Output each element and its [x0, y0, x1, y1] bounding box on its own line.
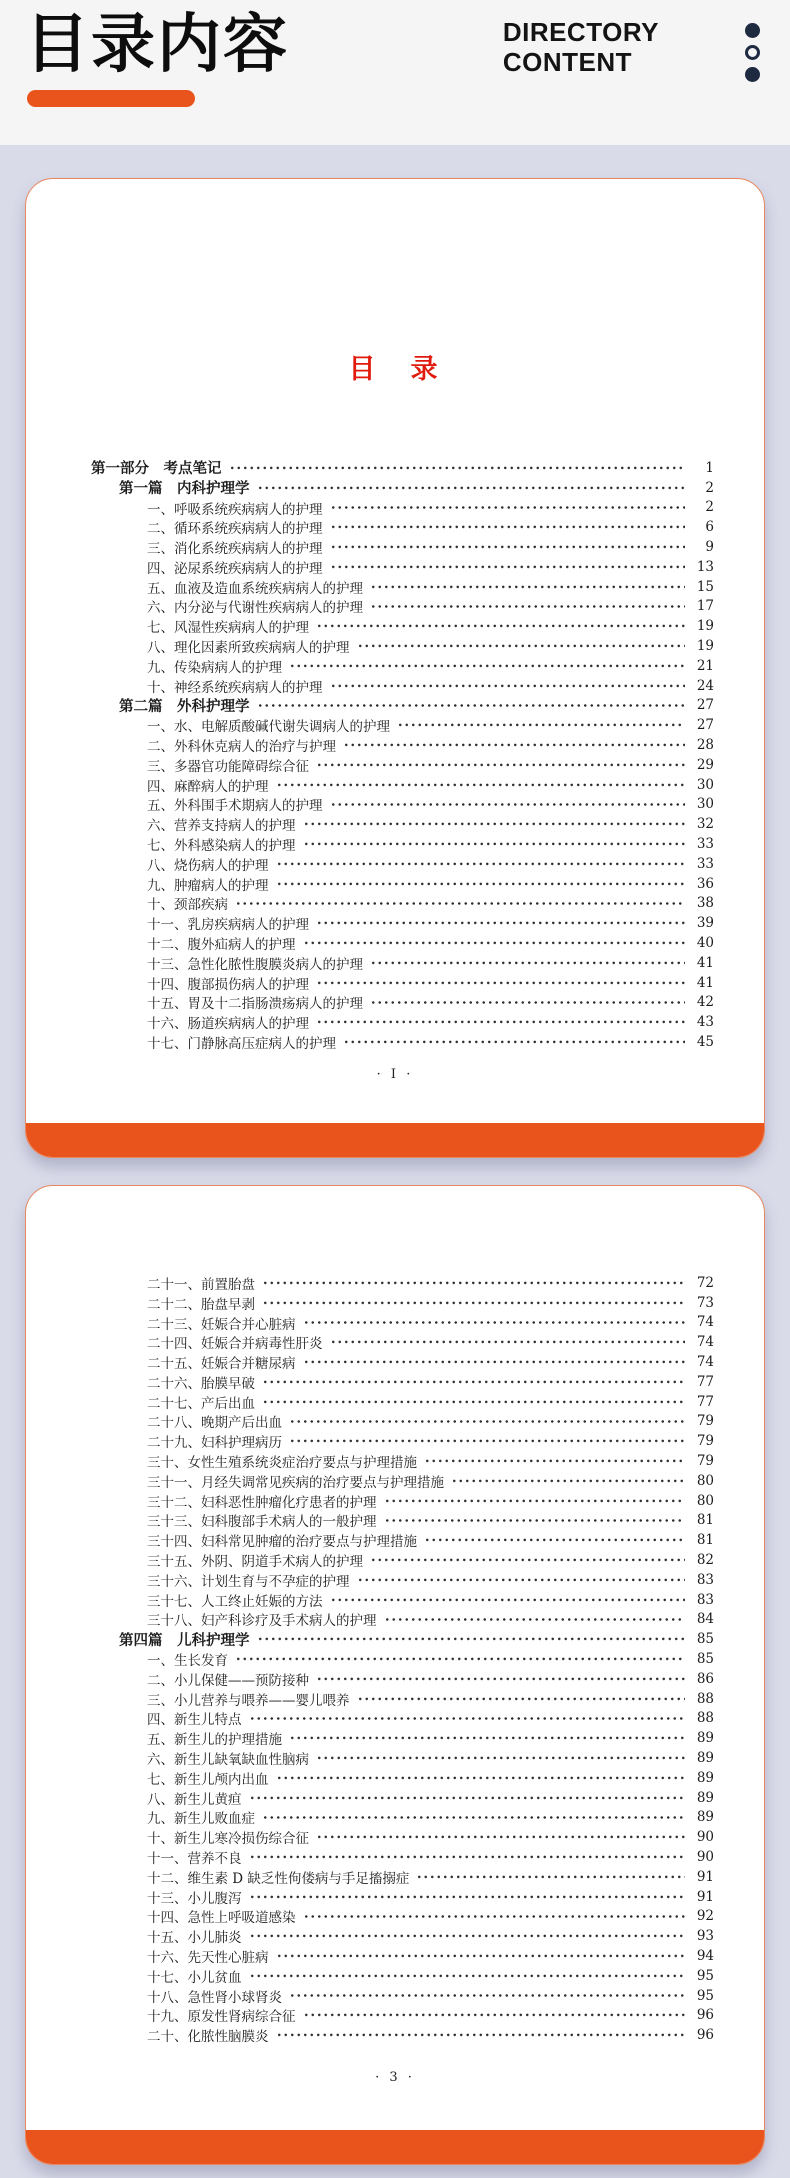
- dot-leader: [397, 715, 685, 735]
- toc-entry-title: 十、颈部疾病: [147, 897, 228, 914]
- toc-entry-title: 四、新生儿特点: [147, 1712, 242, 1729]
- toc-entry-page: 90: [696, 1829, 714, 1846]
- dot-leader: [262, 1273, 685, 1293]
- toc-entry-page: 89: [696, 1769, 714, 1786]
- toc-entry: [91, 1966, 714, 1986]
- dot-leader: [424, 1530, 685, 1550]
- toc-entry-title: 三、消化系统疾病病人的护理: [147, 541, 323, 558]
- dot-leader: [343, 1032, 685, 1052]
- content-area: [0, 145, 790, 2178]
- toc-entry-title: 十二、腹外疝病人的护理: [147, 937, 296, 954]
- toc-entry: [91, 755, 714, 775]
- toc-entry-page: 21: [696, 657, 714, 674]
- toc-entry: [91, 933, 714, 953]
- toc-entry-title: 十五、胃及十二指肠溃疡病人的护理: [147, 996, 363, 1013]
- toc-entry-page: 42: [696, 994, 714, 1011]
- toc-entry: [91, 1887, 714, 1907]
- toc-entry: [91, 1907, 714, 1927]
- toc-entry: [91, 1689, 714, 1709]
- toc-entry-title: 三十七、人工终止妊娠的方法: [147, 1593, 323, 1610]
- toc-entry-title: 十一、营养不良: [147, 1851, 242, 1868]
- dot-leader: [303, 834, 686, 854]
- toc-entry-page: 27: [696, 697, 714, 714]
- toc-entry-page: 74: [696, 1334, 714, 1351]
- toc-entry-page: 77: [696, 1393, 714, 1410]
- hollow-dot-icon: [745, 45, 760, 60]
- toc-entry-title: 三十三、妇科腹部手术病人的一般护理: [147, 1514, 377, 1531]
- toc-entry-title: 第一部分 考点笔记: [91, 460, 222, 478]
- toc-entry-page: 90: [696, 1849, 714, 1865]
- toc-entry-page: 41: [696, 954, 714, 971]
- toc-entry-title: 六、内分泌与代谢性疾病病人的护理: [147, 600, 363, 617]
- toc-entry: [91, 1748, 714, 1768]
- title-accent-bar: [27, 90, 195, 107]
- toc-entry-title: 十、新生儿寒冷损伤综合征: [147, 1831, 309, 1848]
- dot-leader: [330, 1590, 686, 1610]
- dot-leader: [424, 1451, 685, 1471]
- toc-entry-title: 八、理化因素所致疾病病人的护理: [147, 640, 350, 657]
- toc-entry-page: 89: [696, 1750, 714, 1767]
- toc-entry-page: 93: [696, 1928, 714, 1945]
- toc-entry-title: 二、外科休克病人的治疗与护理: [147, 739, 336, 756]
- toc-entry-title: 十六、肠道疾病病人的护理: [147, 1016, 309, 1033]
- dot-leader: [316, 973, 685, 993]
- toc-entry: [91, 557, 714, 577]
- dot-leader: [316, 755, 685, 775]
- dot-leader: [370, 993, 685, 1013]
- toc-entry-page: 77: [696, 1373, 714, 1390]
- dot-leader: [276, 1768, 686, 1788]
- filled-dot-icon: [745, 23, 760, 38]
- toc-entry-title: 一、呼吸系统疾病病人的护理: [147, 501, 323, 518]
- dot-leader: [303, 933, 686, 953]
- dot-leader: [229, 458, 686, 478]
- toc-entry-page: 89: [696, 1730, 714, 1747]
- dot-leader: [384, 1511, 686, 1531]
- toc-entry-page: 43: [696, 1014, 714, 1031]
- toc-entry-page: 9: [705, 539, 714, 556]
- toc-entry: [91, 636, 714, 656]
- dot-leader: [330, 537, 686, 557]
- toc-entry: [91, 1709, 714, 1729]
- toc-entry-page: 2: [705, 479, 714, 496]
- toc-entry-page: 81: [696, 1532, 714, 1549]
- toc-entry-title: 二十、化脓性脑膜炎: [147, 2029, 269, 2046]
- toc-entry-page: 80: [696, 1492, 714, 1509]
- toc-entry: [91, 1867, 714, 1887]
- page-number-footer-1: · I ·: [376, 1066, 414, 1082]
- toc-entry-title: 二、循环系统疾病病人的护理: [147, 521, 323, 538]
- toc-entry-page: 84: [696, 1611, 714, 1628]
- dot-leader: [262, 1293, 685, 1313]
- toc-entry-page: 45: [696, 1034, 714, 1050]
- toc-entry-title: 八、新生儿黄疸: [147, 1791, 242, 1808]
- dot-leader: [289, 1412, 685, 1432]
- toc-entry-title: 一、生长发育: [147, 1653, 228, 1670]
- dot-leader: [316, 1827, 685, 1847]
- toc-entry-page: 79: [696, 1433, 714, 1450]
- toc-entry: [91, 1530, 714, 1550]
- toc-entry-page: 24: [696, 677, 714, 694]
- dot-leader: [262, 1392, 685, 1412]
- toc-entry: [91, 656, 714, 676]
- toc-entry-title: 三十、女性生殖系统炎症治疗要点与护理措施: [147, 1455, 417, 1472]
- dot-leader: [316, 913, 685, 933]
- toc-entry: [91, 1590, 714, 1610]
- dot-leader: [316, 1748, 685, 1768]
- toc-entry: [91, 616, 714, 636]
- toc-entry-page: 15: [696, 578, 714, 595]
- toc-entry: [91, 498, 714, 518]
- dot-leader: [276, 874, 686, 894]
- toc-entry-page: 83: [696, 1571, 714, 1588]
- toc-entry: [91, 953, 714, 973]
- toc-entry: [91, 913, 714, 933]
- toc-entry: [91, 1431, 714, 1451]
- toc-entry-title: 二十六、胎膜早破: [147, 1375, 255, 1392]
- toc-entry-page: 40: [696, 935, 714, 952]
- toc-entry: [91, 735, 714, 755]
- toc-entry: [91, 973, 714, 993]
- card-bottom-bar: [26, 1123, 764, 1157]
- toc-entry: [91, 854, 714, 874]
- dot-leader: [330, 557, 686, 577]
- toc-entry: [91, 1926, 714, 1946]
- dot-leader: [289, 1728, 685, 1748]
- page-number-footer-2: · 3 ·: [375, 2070, 415, 2086]
- toc-entry-title: 一、水、电解质酸碱代谢失调病人的护理: [147, 719, 390, 736]
- dot-leader: [370, 597, 685, 617]
- subtitle-line-2: CONTENT: [502, 46, 632, 77]
- toc-entry: [91, 1313, 714, 1333]
- dot-leader: [384, 1491, 686, 1511]
- toc-entry-page: 88: [696, 1690, 714, 1707]
- toc-entry: [91, 517, 714, 537]
- toc-entry-page: 96: [696, 2027, 714, 2044]
- toc-entry-title: 八、烧伤病人的护理: [147, 857, 269, 874]
- toc-entry: [91, 1012, 714, 1032]
- dot-leader: [316, 1669, 685, 1689]
- toc-entry-title: 二十七、产后出血: [147, 1395, 255, 1412]
- toc-entry: [91, 1946, 714, 1966]
- toc-entry-title: 七、外科感染病人的护理: [147, 838, 296, 855]
- toc-entry: [91, 1728, 714, 1748]
- dot-leader: [303, 1352, 686, 1372]
- toc-list-1: [26, 458, 764, 1052]
- toc-entry-page: 79: [696, 1453, 714, 1470]
- toc-entry-title: 三十二、妇科恶性肿瘤化疗患者的护理: [147, 1494, 377, 1511]
- toc-entry-page: 92: [696, 1908, 714, 1925]
- toc-entry: [91, 577, 714, 597]
- toc-entry: [91, 834, 714, 854]
- toc-entry-page: 89: [696, 1789, 714, 1806]
- toc-entry: [91, 795, 714, 815]
- toc-entry-page: 36: [696, 875, 714, 892]
- toc-entry-title: 三十五、外阴、阴道手术病人的护理: [147, 1554, 363, 1571]
- dot-leader: [235, 1649, 685, 1669]
- toc-entry-title: 六、营养支持病人的护理: [147, 818, 296, 835]
- toc-entry-page: 29: [696, 756, 714, 773]
- toc-entry-title: 五、新生儿的护理措施: [147, 1732, 282, 1749]
- toc-entry-page: 13: [696, 558, 714, 575]
- toc-page-card-2: [25, 1185, 765, 2165]
- toc-entry-title: 三十一、月经失调常见疾病的治疗要点与护理措施: [147, 1474, 444, 1491]
- dot-leader: [384, 1610, 686, 1630]
- dot-leader: [330, 1332, 686, 1352]
- toc-entry: [91, 1511, 714, 1531]
- toc-entry-title: 二十一、前置胎盘: [147, 1276, 255, 1293]
- toc-entry-page: 94: [696, 1947, 714, 1964]
- dot-leader: [370, 577, 685, 597]
- dot-leader: [289, 1431, 685, 1451]
- page-header: [0, 0, 790, 145]
- toc-entry-page: 95: [696, 1987, 714, 2004]
- toc-entry: [91, 478, 714, 498]
- toc-entry-title: 第一篇 内科护理学: [119, 480, 250, 498]
- dot-leader: [249, 1926, 686, 1946]
- dot-leader: [276, 2025, 686, 2045]
- toc-entry: [91, 1273, 714, 1293]
- toc-entry-title: 六、新生儿缺氧缺血性脑病: [147, 1752, 309, 1769]
- dot-leader: [262, 1372, 685, 1392]
- toc-entry-title: 五、外科围手术期病人的护理: [147, 798, 323, 815]
- toc-entry-page: 91: [696, 1888, 714, 1905]
- toc-entry-title: 九、新生儿败血症: [147, 1811, 255, 1828]
- toc-entry: [91, 1352, 714, 1372]
- toc-entry-page: 2: [705, 499, 714, 516]
- toc-entry-title: 九、传染病病人的护理: [147, 659, 282, 676]
- dot-leader: [330, 498, 686, 518]
- toc-entry: [91, 1032, 714, 1052]
- toc-entry-title: 三十八、妇产科诊疗及手术病人的护理: [147, 1613, 377, 1630]
- toc-entry-page: 32: [696, 816, 714, 833]
- toc-entry: [91, 537, 714, 557]
- dot-leader: [316, 1012, 685, 1032]
- toc-entry-page: 80: [696, 1472, 714, 1489]
- dot-leader: [249, 1847, 686, 1867]
- toc-entry-title: 二十五、妊娠合并糖尿病: [147, 1356, 296, 1373]
- toc-entry-title: 第二篇 外科护理学: [119, 697, 250, 715]
- dot-leader: [330, 795, 686, 815]
- toc-entry: [91, 1669, 714, 1689]
- dot-leader: [370, 1550, 685, 1570]
- toc-entry: [91, 597, 714, 617]
- toc-entry: [91, 458, 714, 478]
- toc-entry: [91, 874, 714, 894]
- toc-title: 目 录: [348, 354, 442, 385]
- dot-leader: [451, 1471, 685, 1491]
- toc-entry-page: 17: [696, 598, 714, 615]
- toc-entry: [91, 993, 714, 1013]
- toc-entry: [91, 1986, 714, 2006]
- dot-leader: [249, 1966, 686, 1986]
- card-bottom-bar: [26, 2130, 764, 2164]
- toc-entry-title: 十二、维生素 D 缺乏性佝偻病与手足搐搦症: [147, 1870, 410, 1887]
- dot-leader: [276, 1946, 686, 1966]
- toc-entry-page: 73: [696, 1294, 714, 1311]
- toc-entry-page: 83: [696, 1591, 714, 1608]
- toc-entry: [91, 1372, 714, 1392]
- dot-leader: [303, 2005, 686, 2025]
- toc-page-card-1: [25, 178, 765, 1158]
- toc-entry-page: 86: [696, 1670, 714, 1687]
- toc-entry-page: 91: [696, 1868, 714, 1885]
- toc-entry: [91, 1827, 714, 1847]
- toc-entry: [91, 1293, 714, 1313]
- toc-entry: [91, 676, 714, 696]
- toc-entry-title: 十四、腹部损伤病人的护理: [147, 976, 309, 993]
- toc-entry-page: 74: [696, 1314, 714, 1331]
- toc-entry-title: 四、麻醉病人的护理: [147, 778, 269, 795]
- toc-entry: [91, 1847, 714, 1867]
- toc-entry-page: 81: [696, 1512, 714, 1529]
- toc-entry: [91, 1471, 714, 1491]
- dot-leader: [249, 1887, 686, 1907]
- filled-dot-icon: [745, 67, 760, 82]
- toc-entry-title: 十一、乳房疾病病人的护理: [147, 917, 309, 934]
- toc-entry: [91, 1550, 714, 1570]
- toc-entry-title: 二十二、胎盘早剥: [147, 1296, 255, 1313]
- dot-leader: [303, 814, 686, 834]
- toc-entry-page: 33: [696, 836, 714, 853]
- toc-entry-page: 19: [696, 638, 714, 655]
- dot-leader: [370, 953, 685, 973]
- dot-leader: [276, 775, 686, 795]
- toc-entry-title: 九、肿瘤病人的护理: [147, 877, 269, 894]
- dot-leader: [357, 1689, 686, 1709]
- subtitle-line-1: DIRECTORY: [502, 17, 659, 47]
- toc-entry-title: 二十四、妊娠合并病毒性肝炎: [147, 1336, 323, 1353]
- toc-entry: [91, 1610, 714, 1630]
- toc-entry-title: 十六、先天性心脏病: [147, 1950, 269, 1966]
- toc-entry-title: 二十三、妊娠合并心脏病: [147, 1316, 296, 1333]
- toc-entry: [91, 1788, 714, 1808]
- page-subtitle: [503, 18, 659, 78]
- toc-entry: [91, 696, 714, 716]
- dot-leader: [330, 676, 686, 696]
- dot-leader: [257, 1629, 686, 1649]
- toc-entry: [91, 715, 714, 735]
- toc-entry-page: 96: [696, 2007, 714, 2024]
- decorative-dots: [745, 23, 760, 82]
- toc-entry-page: 79: [696, 1413, 714, 1430]
- toc-entry: [91, 1491, 714, 1511]
- toc-entry-title: 十、神经系统疾病病人的护理: [147, 679, 323, 696]
- dot-leader: [303, 1313, 686, 1333]
- dot-leader: [303, 1907, 686, 1927]
- dot-leader: [257, 696, 686, 716]
- toc-entry-title: 十五、小儿肺炎: [147, 1930, 242, 1947]
- toc-entry-page: 6: [705, 519, 714, 536]
- toc-entry-page: 1: [705, 459, 714, 476]
- toc-entry-title: 二十八、晚期产后出血: [147, 1415, 282, 1432]
- dot-leader: [257, 478, 686, 498]
- dot-leader: [357, 636, 686, 656]
- toc-entry-page: 28: [696, 737, 714, 754]
- dot-leader: [357, 1570, 686, 1590]
- header-title-block: [25, 6, 289, 145]
- toc-entry-title: 三十六、计划生育与不孕症的护理: [147, 1573, 350, 1590]
- toc-entry-title: 十四、急性上呼吸道感染: [147, 1910, 296, 1927]
- dot-leader: [330, 517, 686, 537]
- toc-entry-title: 十九、原发性肾病综合征: [147, 2009, 296, 2026]
- toc-entry-title: 三十四、妇科常见肿瘤的治疗要点与护理措施: [147, 1534, 417, 1551]
- toc-entry: [91, 1451, 714, 1471]
- toc-entry-page: 85: [696, 1631, 714, 1648]
- toc-entry-page: 30: [696, 776, 714, 793]
- toc-entry: [91, 1649, 714, 1669]
- toc-entry: [91, 814, 714, 834]
- toc-entry-page: 41: [696, 974, 714, 991]
- dot-leader: [262, 1808, 685, 1828]
- toc-entry: [91, 1629, 714, 1649]
- dot-leader: [249, 1709, 686, 1729]
- toc-entry-page: 27: [696, 717, 714, 734]
- page-title: 目录内容: [25, 8, 289, 80]
- toc-entry: [91, 2005, 714, 2025]
- toc-entry-page: 39: [696, 915, 714, 932]
- toc-entry: [91, 2025, 714, 2045]
- toc-entry-title: 十七、门静脉高压症病人的护理: [147, 1036, 336, 1053]
- toc-entry-title: 十三、小儿腹泻: [147, 1890, 242, 1907]
- toc-entry-title: 七、新生儿颅内出血: [147, 1771, 269, 1788]
- toc-entry-page: 38: [696, 895, 714, 912]
- toc-entry-title: 三、小儿营养与喂养——婴儿喂养: [147, 1692, 350, 1709]
- toc-entry: [91, 1570, 714, 1590]
- dot-leader: [416, 1867, 685, 1887]
- toc-entry: [91, 894, 714, 914]
- dot-leader: [249, 1788, 686, 1808]
- toc-entry-page: 74: [696, 1354, 714, 1371]
- toc-entry: [91, 1768, 714, 1788]
- dot-leader: [289, 1986, 685, 2006]
- toc-entry-title: 二、小儿保健——预防接种: [147, 1672, 309, 1689]
- toc-entry-title: 二十九、妇科护理病历: [147, 1435, 282, 1452]
- dot-leader: [316, 616, 685, 636]
- toc-entry-page: 89: [696, 1809, 714, 1826]
- toc-entry-title: 三、多器官功能障碍综合征: [147, 758, 309, 775]
- toc-entry-page: 88: [696, 1710, 714, 1727]
- dot-leader: [289, 656, 685, 676]
- toc-entry-page: 72: [696, 1274, 714, 1291]
- toc-entry-title: 第四篇 儿科护理学: [119, 1631, 250, 1649]
- toc-entry-title: 十八、急性肾小球肾炎: [147, 1989, 282, 2006]
- toc-entry: [91, 1808, 714, 1828]
- toc-entry-title: 四、泌尿系统疾病病人的护理: [147, 560, 323, 577]
- toc-entry-page: 85: [696, 1651, 714, 1668]
- toc-entry: [91, 1412, 714, 1432]
- toc-entry: [91, 775, 714, 795]
- toc-entry-page: 33: [696, 855, 714, 872]
- toc-entry: [91, 1332, 714, 1352]
- toc-entry-page: 95: [696, 1967, 714, 1984]
- header-right-block: [503, 18, 760, 145]
- toc-entry-page: 30: [696, 796, 714, 813]
- toc-entry-title: 十三、急性化脓性腹膜炎病人的护理: [147, 956, 363, 973]
- dot-leader: [276, 854, 686, 874]
- dot-leader: [235, 894, 685, 914]
- toc-entry-title: 七、风湿性疾病病人的护理: [147, 620, 309, 637]
- toc-entry-page: 19: [696, 618, 714, 635]
- toc-list-2: [26, 1186, 764, 2045]
- toc-entry: [91, 1392, 714, 1412]
- dot-leader: [343, 735, 685, 755]
- toc-entry-title: 五、血液及造血系统疾病病人的护理: [147, 580, 363, 597]
- toc-entry-title: 十七、小儿贫血: [147, 1969, 242, 1986]
- toc-entry-page: 82: [696, 1552, 714, 1569]
